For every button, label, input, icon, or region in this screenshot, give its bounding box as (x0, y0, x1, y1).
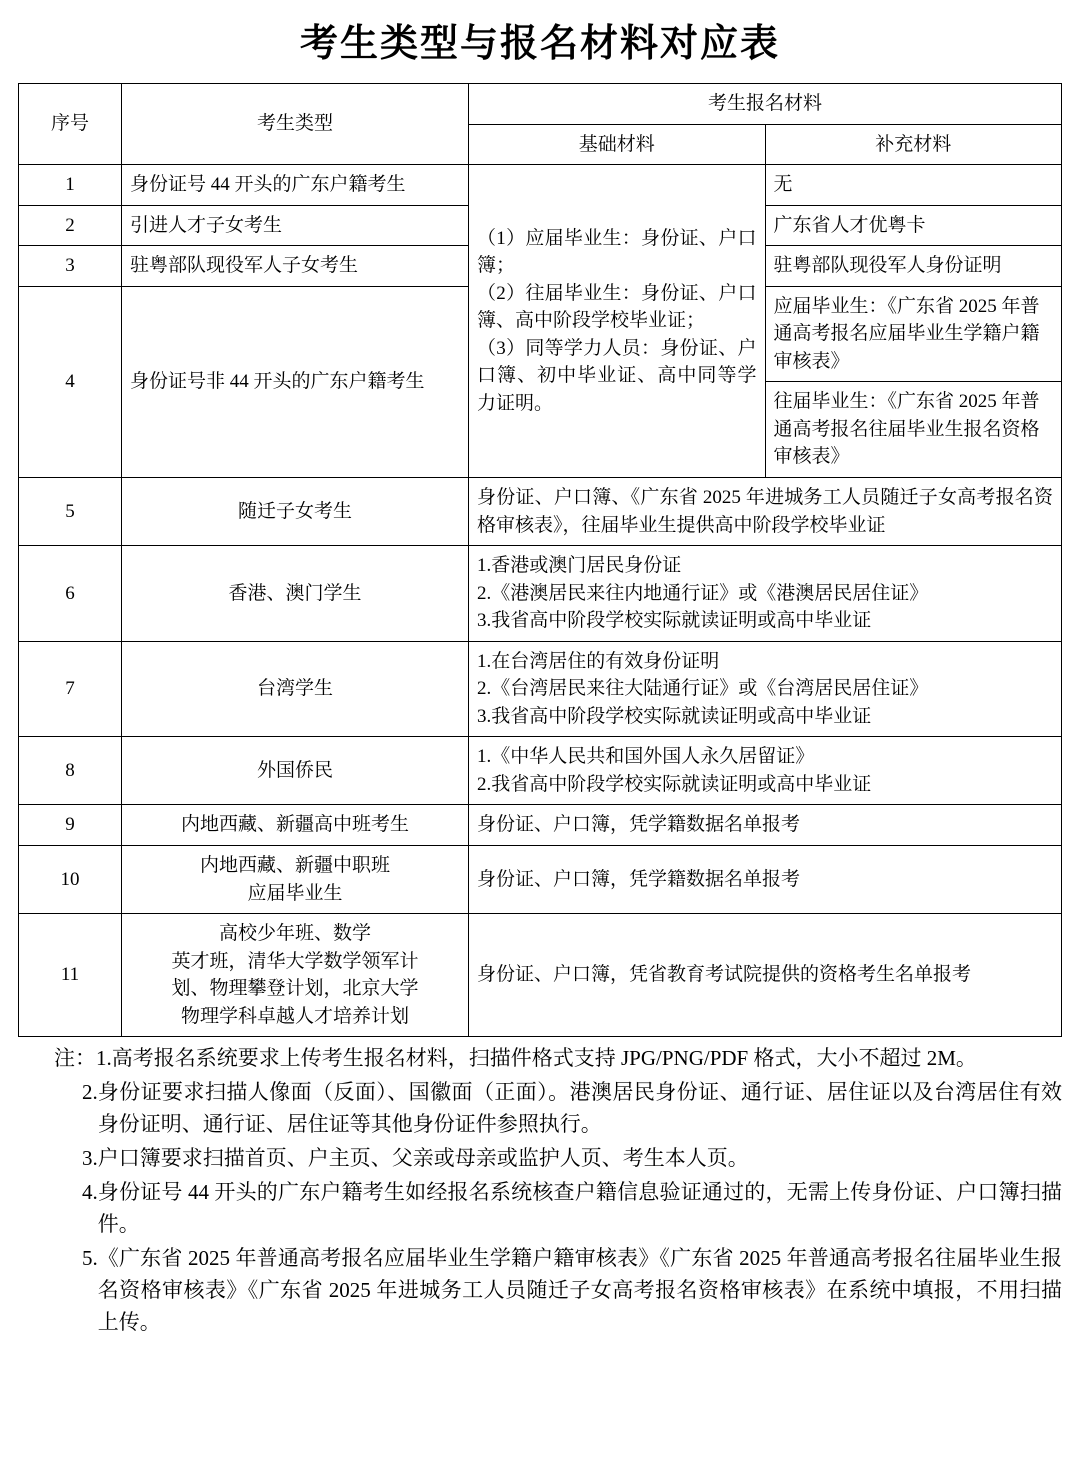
material-line: 1.《中华人民共和国外国人永久居留证》 (477, 746, 815, 768)
note-text: 身份证要求扫描人像面（反面）、国徽面（正面）。港澳居民身份证、通行证、居住证以及台湾居住有效身份证明、通行证、居住证等其他身份证件参照执行。 (97, 1080, 1062, 1137)
row-material: 身份证、户口簿，凭省教育考试院提供的资格考生名单报考 (469, 914, 1062, 1037)
table-row (19, 641, 1062, 737)
row-type: 身份证号非 44 开头的广东户籍考生 (122, 286, 469, 477)
row-index: 2 (19, 205, 122, 246)
note-text: 户口簿要求扫描首页、户主页、父亲或母亲或监护人页、考生本人页。 (97, 1146, 749, 1171)
row-type-line: 内地西藏、新疆中职班 (199, 855, 390, 877)
row-type-line: 物理学科卓越人才培养计划 (180, 1005, 409, 1027)
note-text: 《广东省 2025 年普通高考报名应届毕业生学籍户籍审核表》《广东省 2025 年普通高考报名往届毕业生报名资格审核表》《广东省 2025 年进城务工人员随迁子女高考报名资格审核表》在系统中填报，不用扫描上传。 (97, 1245, 1062, 1334)
table-row (19, 165, 1062, 206)
header-type: 考生类型 (122, 84, 469, 165)
row-type: 外国侨民 (122, 737, 469, 805)
material-line: 3.我省高中阶段学校实际就读证明或高中毕业证 (477, 705, 872, 727)
note-item (18, 1243, 1062, 1339)
row-index: 9 (19, 805, 122, 846)
row-type-line: 英才班，清华大学数学领军计 (171, 950, 419, 972)
row-index: 3 (19, 246, 122, 287)
row-type-line: 划、物理攀登计划，北京大学 (171, 978, 419, 1000)
row-material: 身份证、户口簿、《广东省 2025 年进城务工人员随迁子女高考报名资格审核表》，往届毕业生提供高中阶段学校毕业证 (469, 478, 1062, 546)
base-material-line: （2）往届毕业生：身份证、户口簿、高中阶段学校毕业证； (477, 282, 757, 332)
row-material: 身份证、户口簿，凭学籍数据名单报考 (469, 846, 1062, 914)
note-number: 3. (82, 1146, 98, 1171)
note-number: 2. (82, 1080, 98, 1105)
material-line: 1.香港或澳门居民身份证 (477, 555, 682, 577)
base-material-block (469, 165, 766, 478)
row-material: 身份证、户口簿，凭学籍数据名单报考 (469, 805, 1062, 846)
row-index: 8 (19, 737, 122, 805)
row-extra-previous: 往届毕业生：《广东省 2025 年普通高考报名往届毕业生报名资格审核表》 (765, 382, 1062, 478)
header-extra-material: 补充材料 (765, 124, 1062, 165)
row-index: 5 (19, 478, 122, 546)
row-index: 11 (19, 914, 122, 1037)
header-index: 序号 (19, 84, 122, 165)
row-type: 驻粤部队现役军人子女考生 (122, 246, 469, 287)
note-item (18, 1077, 1062, 1141)
row-extra-current: 应届毕业生：《广东省 2025 年普通高考报名应届毕业生学籍户籍审核表》 (765, 286, 1062, 382)
row-type (122, 914, 469, 1037)
material-line: 2.《台湾居民来往大陆通行证》或《台湾居民居住证》 (477, 678, 929, 700)
row-type-line: 应届毕业生 (247, 882, 343, 904)
row-index: 4 (19, 286, 122, 477)
row-type: 身份证号 44 开头的广东户籍考生 (122, 165, 469, 206)
material-line: 2.《港澳居民来往内地通行证》或《港澳居民居住证》 (477, 582, 929, 604)
table-row (19, 478, 1062, 546)
base-material-line: （3）同等学力人员：身份证、户口簿、初中毕业证、高中同等学力证明。 (477, 337, 757, 414)
row-index: 7 (19, 641, 122, 737)
base-material-line: （1）应届毕业生：身份证、户口簿； (477, 227, 757, 277)
material-line: 2.我省高中阶段学校实际就读证明或高中毕业证 (477, 773, 872, 795)
row-material (469, 546, 1062, 642)
row-index: 10 (19, 846, 122, 914)
note-number: 1. (96, 1046, 112, 1071)
row-index: 1 (19, 165, 122, 206)
row-type: 内地西藏、新疆高中班考生 (122, 805, 469, 846)
note-text: 高考报名系统要求上传考生报名材料，扫描件格式支持 JPG/PNG/PDF 格式，大小不超过 2M。 (111, 1046, 977, 1071)
row-extra: 驻粤部队现役军人身份证明 (765, 246, 1062, 287)
row-type: 香港、澳门学生 (122, 546, 469, 642)
table-header-row-1 (19, 84, 1062, 125)
table-row (19, 546, 1062, 642)
row-type: 引进人才子女考生 (122, 205, 469, 246)
material-line: 3.我省高中阶段学校实际就读证明或高中毕业证 (477, 610, 872, 632)
row-index: 6 (19, 546, 122, 642)
table-row (19, 737, 1062, 805)
row-type: 台湾学生 (122, 641, 469, 737)
note-item (18, 1177, 1062, 1241)
material-line: 1.在台湾居住的有效身份证明 (477, 650, 720, 672)
notes-section (18, 1043, 1062, 1338)
note-item (18, 1043, 1062, 1075)
row-material (469, 641, 1062, 737)
table-row (19, 914, 1062, 1037)
row-extra: 广东省人才优粤卡 (765, 205, 1062, 246)
notes-label: 注： (54, 1046, 96, 1071)
table-row (19, 805, 1062, 846)
row-extra: 无 (765, 165, 1062, 206)
page-title: 考生类型与报名材料对应表 (299, 23, 780, 65)
header-materials: 考生报名材料 (469, 84, 1062, 125)
note-item (18, 1143, 1062, 1175)
note-number: 4. (82, 1179, 98, 1204)
row-type-line: 高校少年班、数学 (218, 923, 371, 945)
header-base-material: 基础材料 (469, 124, 766, 165)
note-number: 5. (82, 1245, 98, 1270)
row-type (122, 846, 469, 914)
candidate-material-table (18, 83, 1062, 1037)
note-text: 身份证号 44 开头的广东户籍考生如经报名系统核查户籍信息验证通过的，无需上传身份证、户口簿扫描件。 (97, 1179, 1062, 1236)
table-row (19, 846, 1062, 914)
row-material (469, 737, 1062, 805)
row-type: 随迁子女考生 (122, 478, 469, 546)
